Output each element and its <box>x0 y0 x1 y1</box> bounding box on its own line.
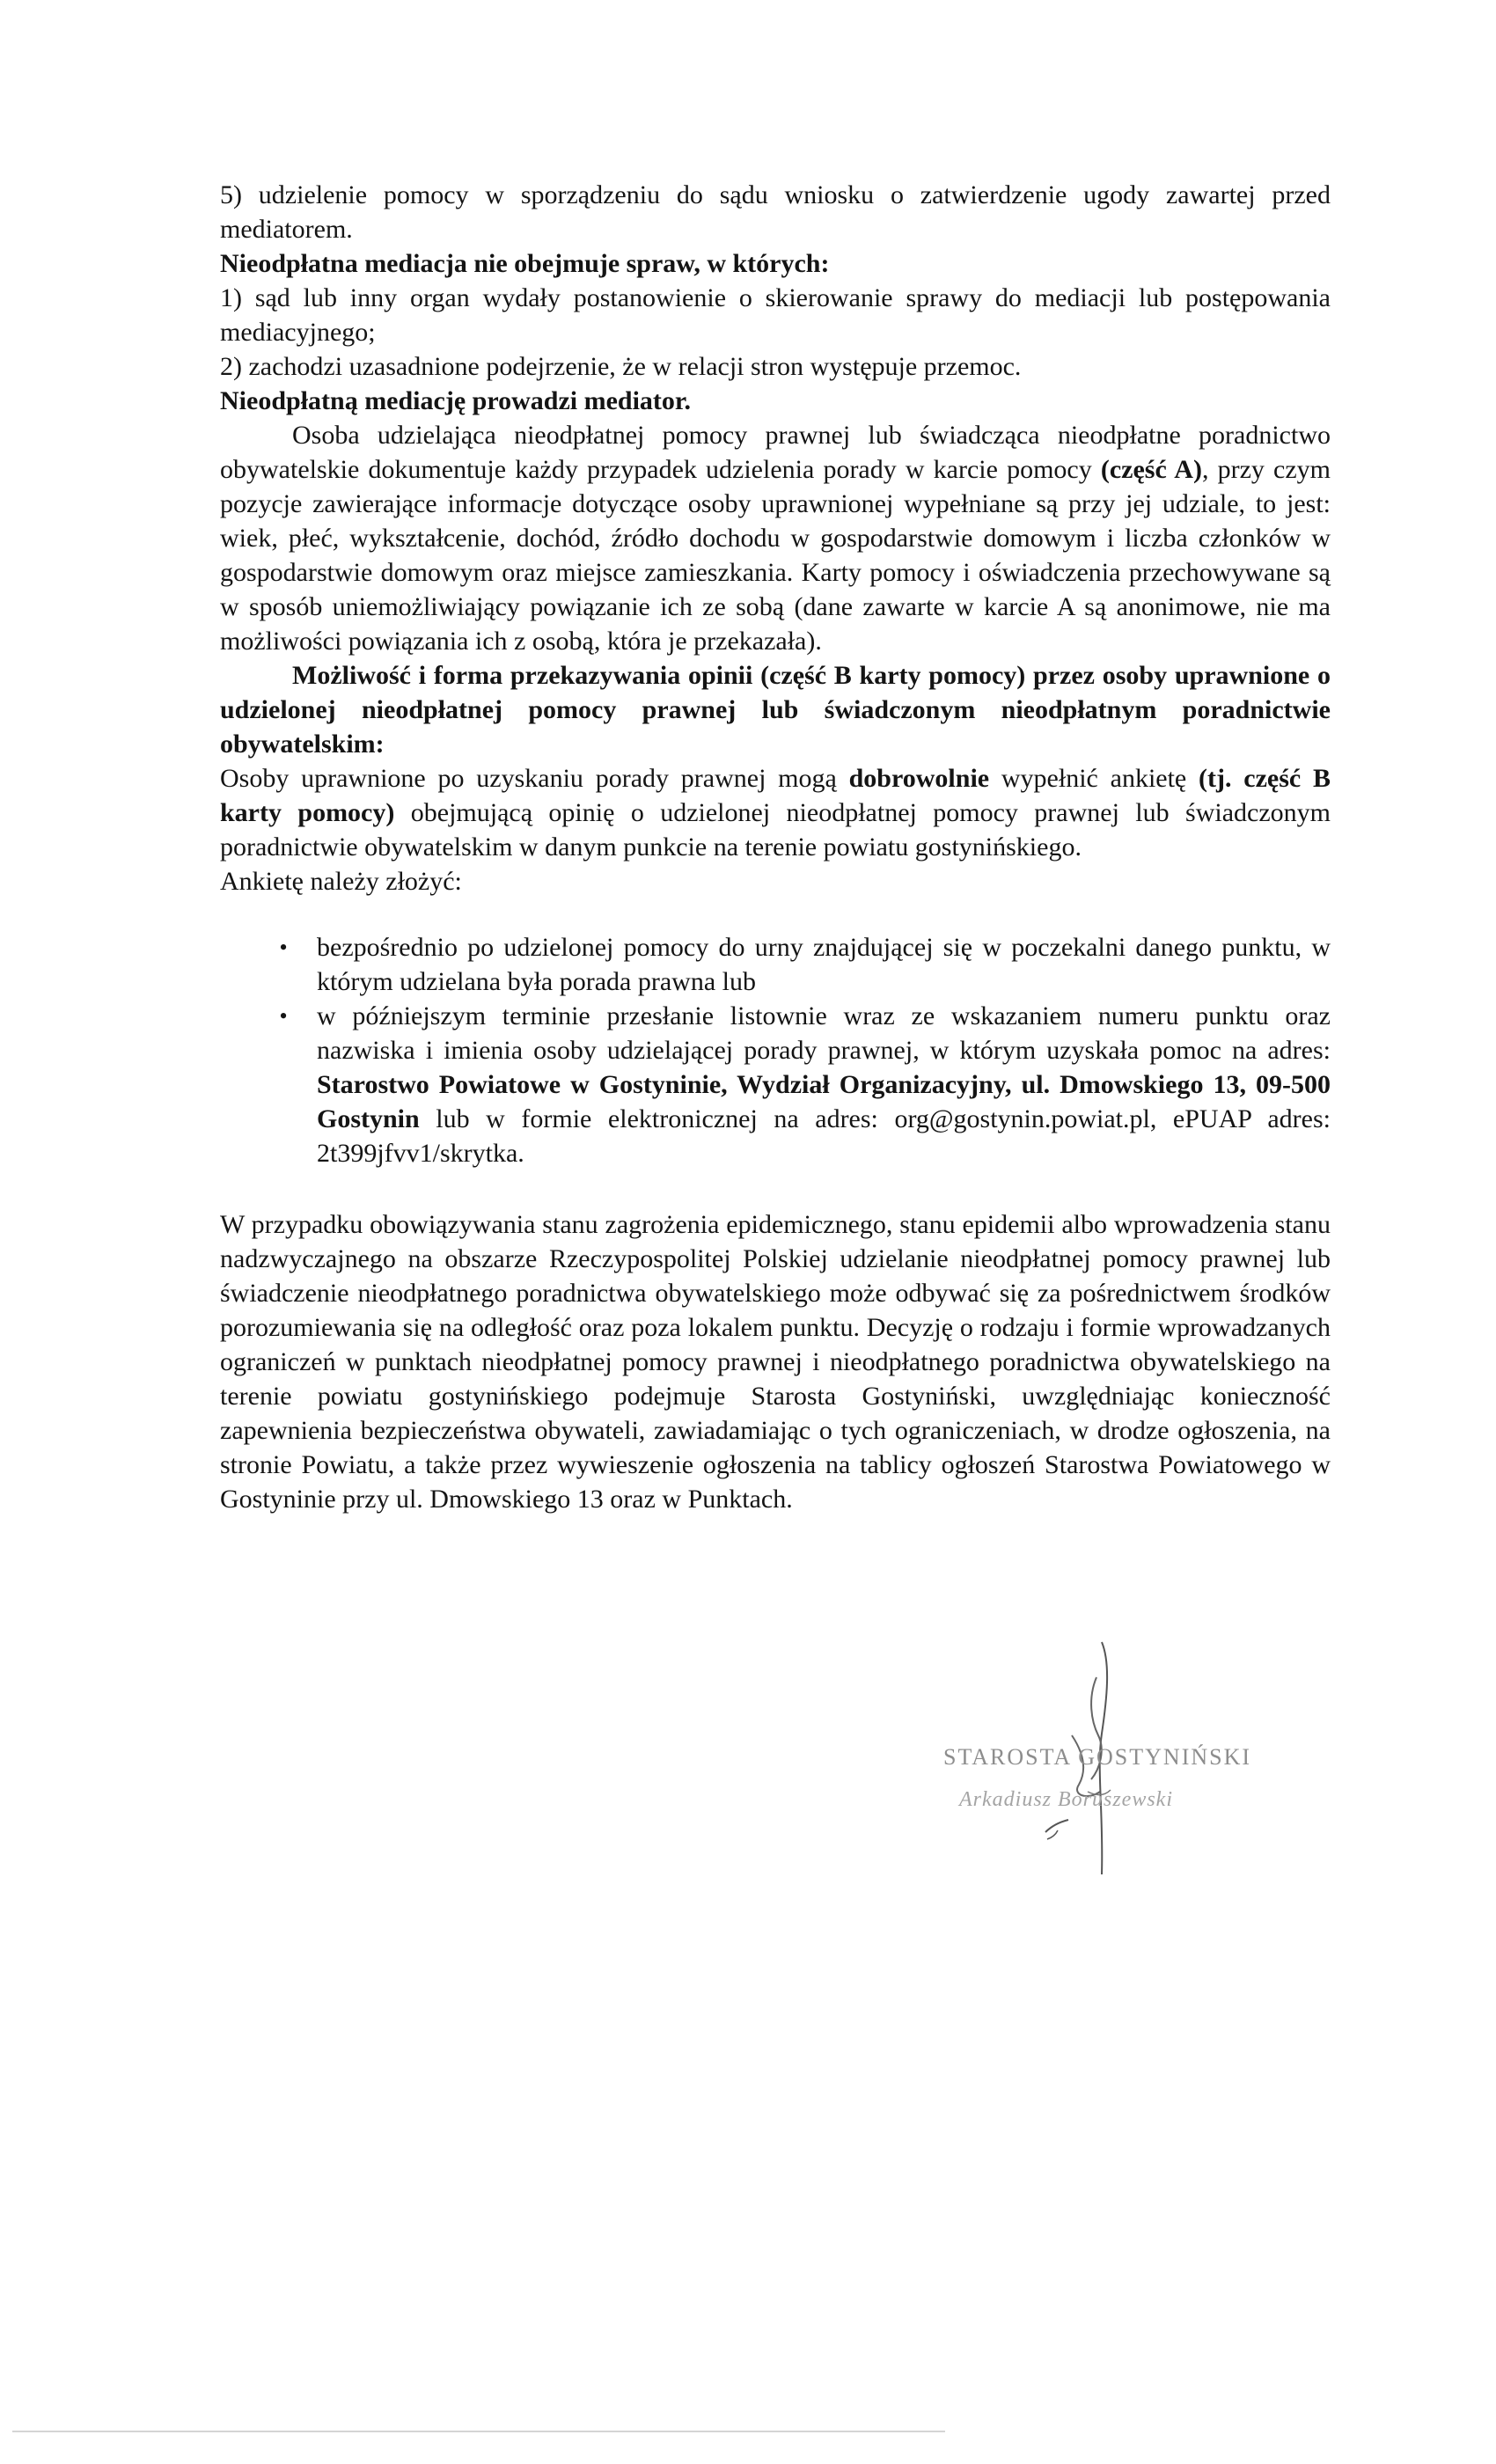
heading-mediation-exclusions: Nieodpłatna mediacja nie obejmuje spraw, w których: <box>220 249 830 278</box>
heading-opinion-part-b: Możliwość i forma przekazywania opinii (część B karty pomocy) przez osoby uprawnione o udzielonej nieodpłatnej pomocy prawnej lub świadczonym nieodpłatnym poradnictwie obywatelskim: <box>220 661 1331 759</box>
scan-edge-divider <box>12 2431 945 2432</box>
survey-text-2: wypełnić ankietę <box>989 764 1199 793</box>
bullet-icon: • <box>279 1003 288 1029</box>
survey-text-1: Osoby uprawnione po uzyskaniu porady prawnej mogą <box>220 764 849 793</box>
bullet-text-mail-2: lub w formie elektronicznej na adres: org@gostynin.powiat.pl, ePUAP adres: 2t399jfvv1/skrytka. <box>317 1104 1331 1168</box>
bullet-text-mail-1: w późniejszym terminie przesłanie listownie wraz ze wskazaniem numeru punktu oraz nazwiska i imienia osoby udzielającej porady prawnej, w którym uzyskała pomoc na adres: <box>317 1001 1331 1065</box>
paragraph-mediation-point-5: 5) udzielenie pomocy w sporządzeniu do sądu wniosku o zatwierdzenie ugody zawartej przed mediatorem. <box>220 180 1331 244</box>
stamp-title: STAROSTA GOSTYNIŃSKI <box>943 1744 1252 1770</box>
help-card-part-a-label: (część A) <box>1100 455 1202 484</box>
list-item <box>279 999 1331 1170</box>
paragraph-exclusion-1: 1) sąd lub inny organ wydały postanowienie o skierowanie sprawy do mediacji lub postępowania mediacyjnego; <box>220 283 1331 347</box>
help-card-text-1: Osoba udzielająca nieodpłatnej pomocy prawnej lub świadcząca nieodpłatne poradnictwo obywatelskie dokumentuje każdy przypadek udzielenia porady w karcie pomocy <box>220 421 1331 484</box>
stamp-name: Arkadiusz Boruszewski <box>959 1788 1173 1811</box>
signature-stamp-area <box>915 1637 1302 1901</box>
bullet-text-address: Starostwo Powiatowe w Gostyninie, Wydział Organizacyjny, ul. Dmowskiego 13, 09-500 Gostynin <box>317 1070 1331 1133</box>
bullet-text-ballot-box: bezpośrednio po udzielonej pomocy do urny znajdującej się w poczekalni danego punktu, w którym udzielana była porada prawna lub <box>317 933 1331 996</box>
paragraph-epidemic: W przypadku obowiązywania stanu zagrożenia epidemicznego, stanu epidemii albo wprowadzenia stanu nadzwyczajnego na obszarze Rzeczypospolitej Polskiej udzielanie nieodpłatnej pomocy prawnej lub świadczenie nieodpłatnego poradnictwa obywatelskiego może odbywać się za pośrednictwem środków porozumiewania się na odległość oraz poza lokalem punktu. Decyzję o rodzaju i formie wprowadzanych ograniczeń w punktach nieodpłatnej pomocy prawnej i nieodpłatnego poradnictwa obywatelskiego na terenie powiatu gostynińskiego podejmuje Starosta Gostyniński, uwzględniając konieczność zapewnienia bezpieczeństwa obywateli, zawiadamiając o tych ograniczeniach, w drodze ogłoszenia, na stronie Powiatu, a także przez wywieszenie ogłoszenia na tablicy ogłoszeń Starostwa Powiatowego w Gostyninie przy ul. Dmowskiego 13 oraz w Punktach. <box>220 1210 1331 1514</box>
paragraph-exclusion-2: 2) zachodzi uzasadnione podejrzenie, że w relacji stron występuje przemoc. <box>220 352 1022 381</box>
paragraph-survey <box>220 761 1331 864</box>
heading-mediator: Nieodpłatną mediację prowadzi mediator. <box>220 386 691 415</box>
paragraph-help-card-a <box>220 418 1331 658</box>
survey-text-3: obejmującą opinię o udzielonej nieodpłatnej pomocy prawnej lub świadczonym poradnictwie obywatelskim w danym punkcie na terenie powiatu gostynińskiego. <box>220 798 1331 862</box>
paragraph-survey-submit: Ankietę należy złożyć: <box>220 867 462 896</box>
survey-part-b-label: (tj. część B karty pomocy) <box>220 764 1331 827</box>
spacer <box>220 1170 1331 1207</box>
document-body <box>220 178 1331 1516</box>
spacer <box>220 898 1331 930</box>
survey-voluntary: dobrowolnie <box>848 764 990 793</box>
bullet-list-submission <box>220 930 1331 1170</box>
help-card-text-2: , przy czym pozycje zawierające informacje dotyczące osoby uprawnionej wypełniane są przy jej udziale, to jest: wiek, płeć, wykształcenie, dochód, źródło dochodu w gospodarstwie domowym i liczba członków w gospodarstwie domowym oraz miejsce zamieszkania. Karty pomocy i oświadczenia przechowywane są w sposób uniemożliwiający powiązanie ich ze sobą (dane zawarte w karcie A są anonimowe, nie ma możliwości powiązania ich z osobą, która je przekazała). <box>220 455 1331 656</box>
bullet-icon: • <box>279 935 288 960</box>
list-item <box>279 930 1331 999</box>
